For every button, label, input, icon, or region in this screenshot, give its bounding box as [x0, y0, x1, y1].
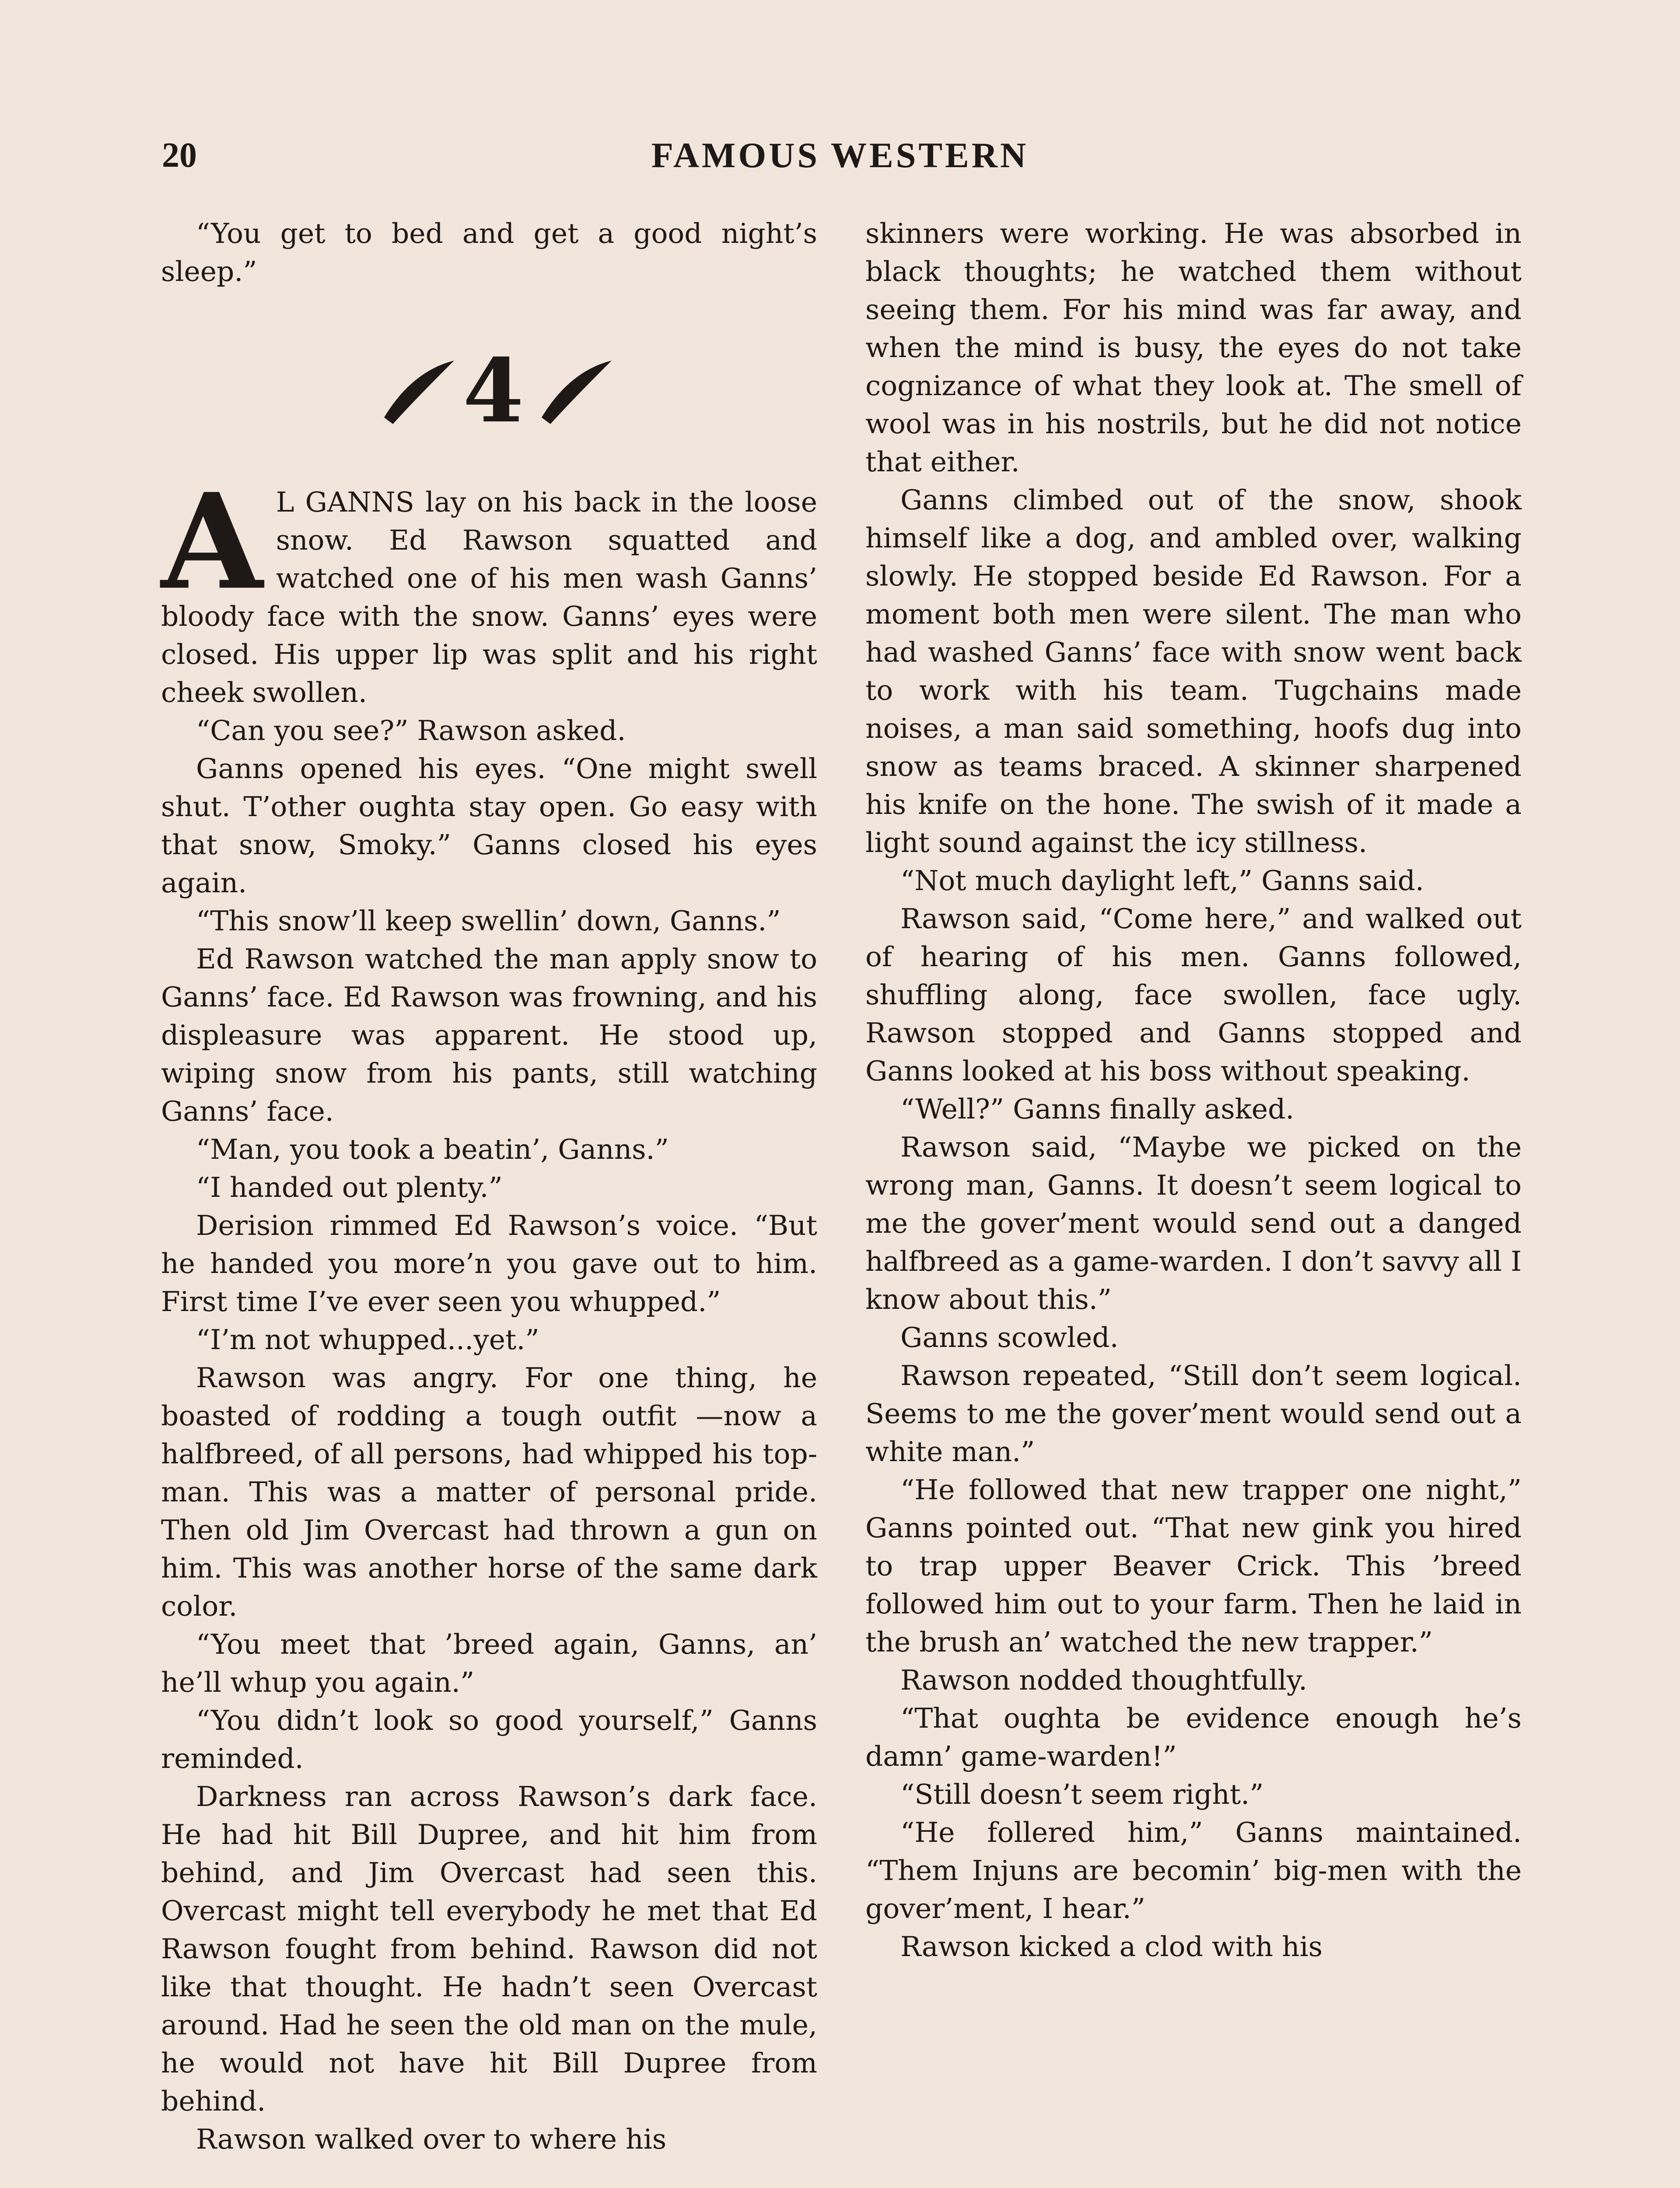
paragraph: “This snow’ll keep swellin’ down, Ganns.”	[196, 905, 781, 937]
paragraph: “That oughta be evidence enough he’s damn’ game-warden!”	[865, 1702, 1522, 1772]
paragraph: Derision rimmed Ed Rawson’s voice. “But he handed you more’n you gave out to him. First time I’ve ever seen you whupped.”	[161, 1210, 817, 1318]
paragraph: Rawson said, “Come here,” and walked out of hearing of his men. Ganns followed, shuffling along, face swollen, face ugly. Rawson stopped and Ganns stopped and Ganns looked at his boss without speaking.	[865, 903, 1522, 1087]
paragraph: Rawson repeated, “Still don’t seem logical. Seems to me the gover’ment would send out a white man.”	[865, 1360, 1522, 1468]
paragraph: Rawson walked over to where his	[196, 2123, 667, 2155]
page-header	[162, 131, 1518, 179]
opening-text: L GANNS lay on his back in the loose snow. Ed Rawson squatted and watched one of his men wash Ganns’ bloody face with the snow. Ganns’ eyes were closed. His upper lip was split and his right cheek swollen.	[161, 486, 817, 708]
paragraph: “Can you see?” Rawson asked.	[196, 715, 626, 747]
drop-cap: A	[161, 464, 263, 619]
paragraph: “I handed out plenty.”	[196, 1171, 503, 1203]
paragraph: Rawson was angry. For one thing, he boasted of rodding a tough outfit —now a halfbreed, of all persons, had whipped his top-man. This was a matter of personal pride. Then old Jim Overcast had thrown a gun on him. This was another horse of the same dark color.	[161, 1362, 817, 1622]
paragraph: Darkness ran across Rawson’s dark face. He had hit Bill Dupree, and hit him from behind, and Jim Overcast had seen this. Overcast might tell everybody he met that Ed Rawson fought from behind. Rawson did not like that thought. He hadn’t seen Overcast around. Had he seen the old man on the mule, he would not have hit Bill Dupree from behind.	[161, 1781, 817, 2117]
left-column	[161, 214, 817, 2158]
paragraph: Rawson nodded thoughtfully.	[900, 1664, 1308, 1696]
paragraph: Ed Rawson watched the man apply snow to Ganns’ face. Ed Rawson was frowning, and his displeasure was apparent. He stood up, wiping snow from his pants, still watching Ganns’ face.	[161, 943, 817, 1127]
paragraph: “He followed that new trapper one night,” Ganns pointed out. “That new gink you hired to trap upper Beaver Crick. This ’breed followed him out to your farm. Then he laid in the brush an’ watched the new trapper.”	[865, 1474, 1522, 1658]
page-number: 20	[162, 136, 197, 175]
paragraph: Ganns opened his eyes. “One might swell shut. T’other oughta stay open. Go easy with that snow, Smoky.” Ganns closed his eyes again.	[161, 753, 817, 899]
paragraph: Ganns scowled.	[900, 1322, 1119, 1353]
chapter-heading	[161, 291, 817, 483]
paragraph: “Still doesn’t seem right.”	[900, 1778, 1264, 1810]
paragraph: “Well?” Ganns finally asked.	[900, 1093, 1295, 1125]
opening-paragraph	[161, 464, 817, 712]
right-column	[865, 214, 1522, 1966]
paragraph: skinners were working. He was absorbed in black thoughts; he watched them without seeing them. For his mind was far away, and when the mind is busy, the eyes do not take cognizance of what they look at. The smell of wool was in his nostrils, but he did not notice that either.	[865, 217, 1522, 478]
paragraph: “You meet that ’breed again, Ganns, an’ he’ll whup you again.”	[161, 1628, 817, 1698]
paragraph: “Not much daylight left,” Ganns said.	[900, 865, 1424, 897]
paragraph: “I’m not whupped...yet.”	[196, 1324, 539, 1356]
paragraph: “He follered him,” Ganns maintained. “Them Injuns are becomin’ big-men with the gover’ment, I hear.”	[865, 1816, 1522, 1925]
running-title: FAMOUS WESTERN	[651, 135, 1029, 175]
paragraph: Rawson kicked a clod with his	[900, 1931, 1323, 1963]
paragraph: Ganns climbed out of the snow, shook himself like a dog, and ambled over, walking slowly. He stopped beside Ed Rawson. For a moment both men were silent. The man who had washed Ganns’ face with snow went back to work with his team. Tugchains made noises, a man said something, hoofs dug into snow as teams braced. A skinner sharpened his knife on the hone. The swish of it made a light sound against the icy stillness.	[865, 484, 1522, 859]
paragraph: Rawson said, “Maybe we picked on the wrong man, Ganns. It doesn’t seem logical to me the gover’ment would send out a danged halfbreed as a game-warden. I don’t savvy all I know about this.”	[865, 1131, 1522, 1315]
paragraph: “You get to bed and get a good night’s sleep.”	[161, 217, 817, 288]
chapter-number: 4	[463, 340, 524, 442]
paragraph: “You didn’t look so good yourself,” Ganns reminded.	[161, 1704, 817, 1774]
paragraph: “Man, you took a beatin’, Ganns.”	[196, 1133, 669, 1165]
